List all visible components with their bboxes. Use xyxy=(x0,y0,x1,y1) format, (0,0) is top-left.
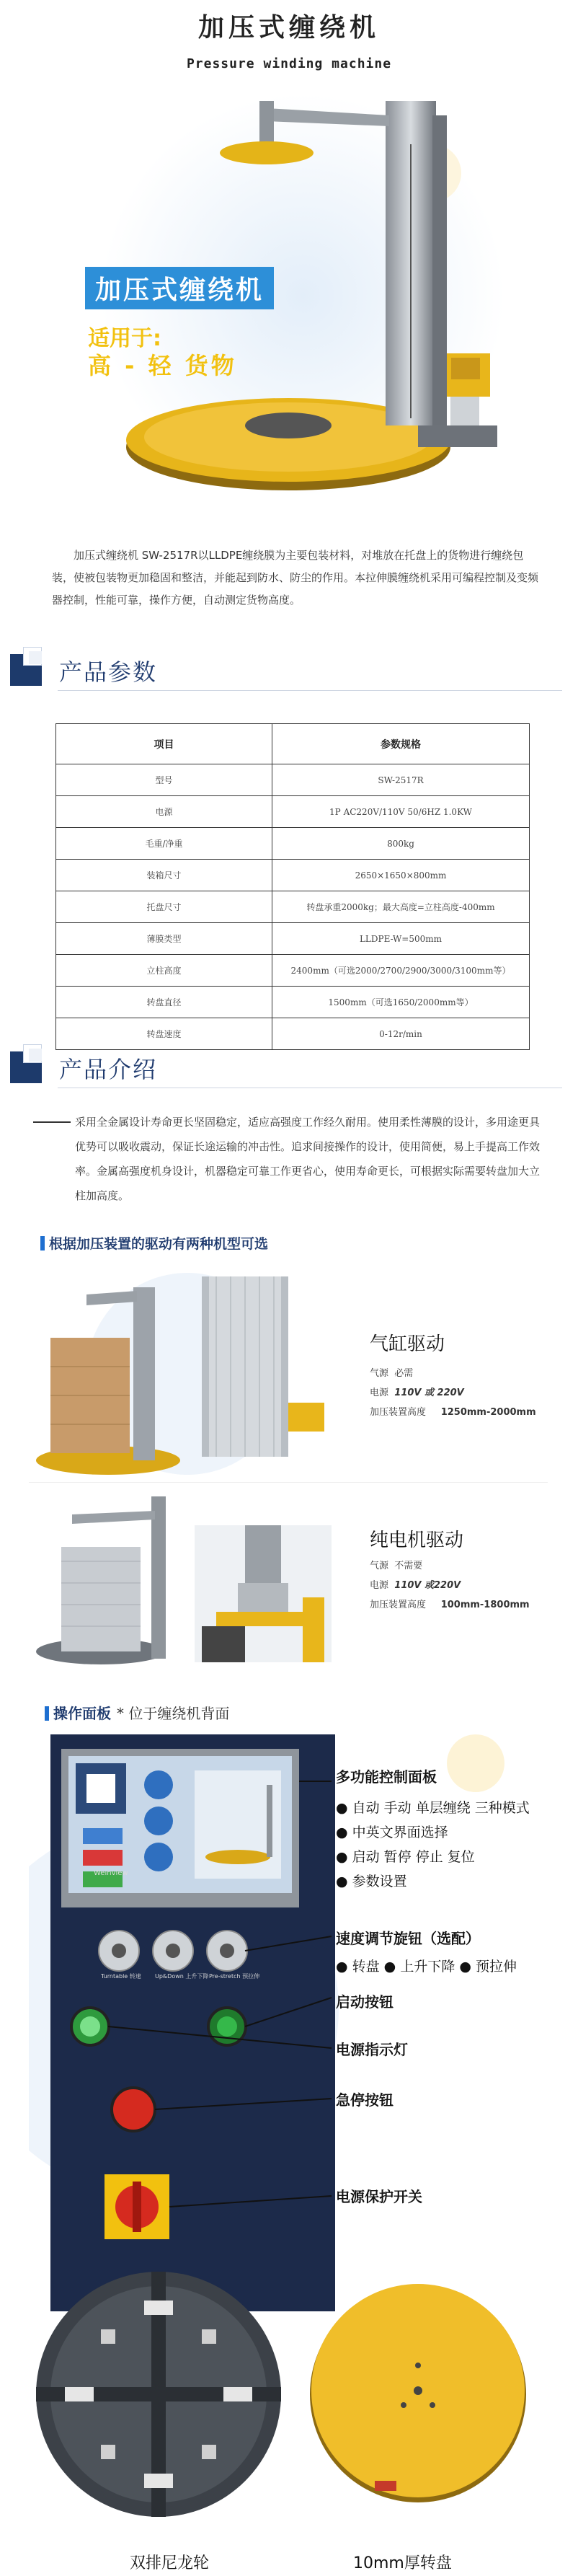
hero-subtitle-2: 高 - 轻 货物 xyxy=(88,352,237,379)
table-row xyxy=(56,955,530,987)
params-table xyxy=(55,723,530,1050)
product-paragraph: 采用全金属设计寿命更长坚固稳定，适应高强度工作经久耐用。使用柔性薄膜的设计，多用途更具优势可以吸收震动，保证长途运输的冲击性。追求间接操作的设计，使用简便，易上手提高工作效率。金属高强度机身设计，机器稳定可靠工作更省心，使用寿命更长，可根据实际需要转盘加大立柱加高度。 xyxy=(75,1116,541,1202)
electric-line-3: 加压装置高度 100mm-1800mm xyxy=(370,1600,530,1610)
hero-section xyxy=(29,87,549,519)
product-heading: 产品介绍 xyxy=(59,1056,158,1083)
table-row xyxy=(56,796,530,828)
callout-multi-panel: 多功能控制面板 xyxy=(336,1768,437,1786)
row-item: 转盘直径 xyxy=(56,987,272,1018)
pneumatic-line-1: 气源 必需 xyxy=(370,1368,414,1379)
row-item: 薄膜类型 xyxy=(56,923,272,955)
callout-estop: 急停按钮 xyxy=(336,2091,394,2109)
drive-heading-text: 根据加压装置的驱动有两种机型可选 xyxy=(49,1236,269,1252)
table-row xyxy=(56,923,530,955)
table-row xyxy=(56,891,530,923)
callout-power-switch: 电源保护开关 xyxy=(336,2188,422,2205)
params-heading: 产品参数 xyxy=(59,658,158,686)
screen-brand: Weinview xyxy=(94,1869,128,1877)
product-section-header xyxy=(0,1044,578,1095)
pneumatic-line-2: 电源 110V 或 220V xyxy=(370,1388,464,1398)
row-spec: 1P AC220V/110V 50/6HZ 1.0KW xyxy=(272,796,530,828)
electric-line-2: 电源 110V 或220V xyxy=(370,1580,461,1591)
row-spec: 0-12r/min xyxy=(272,1018,530,1050)
header-deco-square xyxy=(29,651,42,664)
row-item: 装箱尺寸 xyxy=(56,860,272,891)
knob-label-3: Pre-stretch 预拉伸 xyxy=(209,1973,260,1980)
header-divider xyxy=(58,690,562,691)
caption-nylon-wheels: 双排尼龙轮 xyxy=(130,2554,210,2572)
table-row xyxy=(56,764,530,796)
bottom-parts-illustration xyxy=(29,2257,549,2546)
pneumatic-machine-illustration xyxy=(29,1266,346,1482)
row-item: 型号 xyxy=(56,764,272,796)
row-item: 托盘尺寸 xyxy=(56,891,272,923)
electric-line-1: 气源 不需要 xyxy=(370,1561,423,1571)
electric-machine-illustration xyxy=(29,1489,346,1669)
panel-note: * 位于缠绕机背面 xyxy=(117,1705,230,1722)
callout-power-light: 电源指示灯 xyxy=(336,2041,408,2058)
card-divider xyxy=(29,1482,548,1483)
hero-subtitle-1: 适用于: xyxy=(88,326,161,351)
col-item-header: 项目 xyxy=(56,724,272,764)
hero-label: 加压式缠绕机 xyxy=(85,267,274,309)
callout-start-button: 启动按钮 xyxy=(336,1993,394,2011)
table-row xyxy=(56,828,530,860)
caption-turntable: 10mm厚转盘 xyxy=(353,2554,452,2572)
row-spec: LLDPE-W=500mm xyxy=(272,923,530,955)
multi-item-1: ● 自动 手动 单层缠绕 三种模式 xyxy=(336,1800,530,1816)
speed-items: ● 转盘 ● 上升下降 ● 预拉伸 xyxy=(336,1959,517,1975)
pneumatic-line-3: 加压装置高度 1250mm-2000mm xyxy=(370,1407,536,1418)
header-deco-square xyxy=(29,1049,42,1062)
paragraph-dash xyxy=(33,1121,71,1123)
row-spec: 1500mm（可选1650/2000mm等） xyxy=(272,987,530,1018)
row-item: 电源 xyxy=(56,796,272,828)
page-title: 加压式缠绕机 xyxy=(197,13,380,43)
knob-label-1: Turntable 转速 xyxy=(101,1973,141,1980)
electric-title: 纯电机驱动 xyxy=(370,1530,464,1551)
col-spec-header: 参数规格 xyxy=(272,724,530,764)
heading-bar xyxy=(45,1706,49,1721)
multi-item-2: ● 中英文界面选择 xyxy=(336,1825,448,1840)
table-header-row xyxy=(56,724,530,764)
intro-paragraph: 加压式缠绕机 SW-2517R以LLDPE缠绕膜为主要包装材料，对堆放在托盘上的货物进行缠绕包装，使被包装物更加稳固和整洁，并能起到防水、防尘的作用。本拉伸膜缠绕机采用可编程控制及变频器控制，性能可靠，操作方便，自动测定货物高度。 xyxy=(52,549,539,606)
multi-item-3: ● 启动 暂停 停止 复位 xyxy=(336,1849,475,1865)
multi-item-4: ● 参数设置 xyxy=(336,1874,407,1889)
row-spec: 2650×1650×800mm xyxy=(272,860,530,891)
callout-speed-knob: 速度调节旋钮（选配） xyxy=(336,1930,480,1947)
heading-bar xyxy=(40,1236,45,1250)
panel-title-text: 操作面板 xyxy=(53,1705,111,1722)
params-section-header xyxy=(0,647,578,697)
row-item: 毛重/净重 xyxy=(56,828,272,860)
pneumatic-title: 气缸驱动 xyxy=(370,1333,445,1355)
row-spec: 转盘承重2000kg；最大高度=立柱高度-400mm xyxy=(272,891,530,923)
row-item: 转盘速度 xyxy=(56,1018,272,1050)
row-spec: SW-2517R xyxy=(272,764,530,796)
page-subtitle: Pressure winding machine xyxy=(186,56,392,71)
row-spec: 2400mm（可选2000/2700/2900/3000/3100mm等） xyxy=(272,955,530,987)
table-row xyxy=(56,860,530,891)
knob-label-2: Up&Down 上升下降 xyxy=(155,1973,209,1980)
drive-heading xyxy=(40,1233,268,1253)
row-spec: 800kg xyxy=(272,828,530,860)
table-row xyxy=(56,987,530,1018)
row-item: 立柱高度 xyxy=(56,955,272,987)
